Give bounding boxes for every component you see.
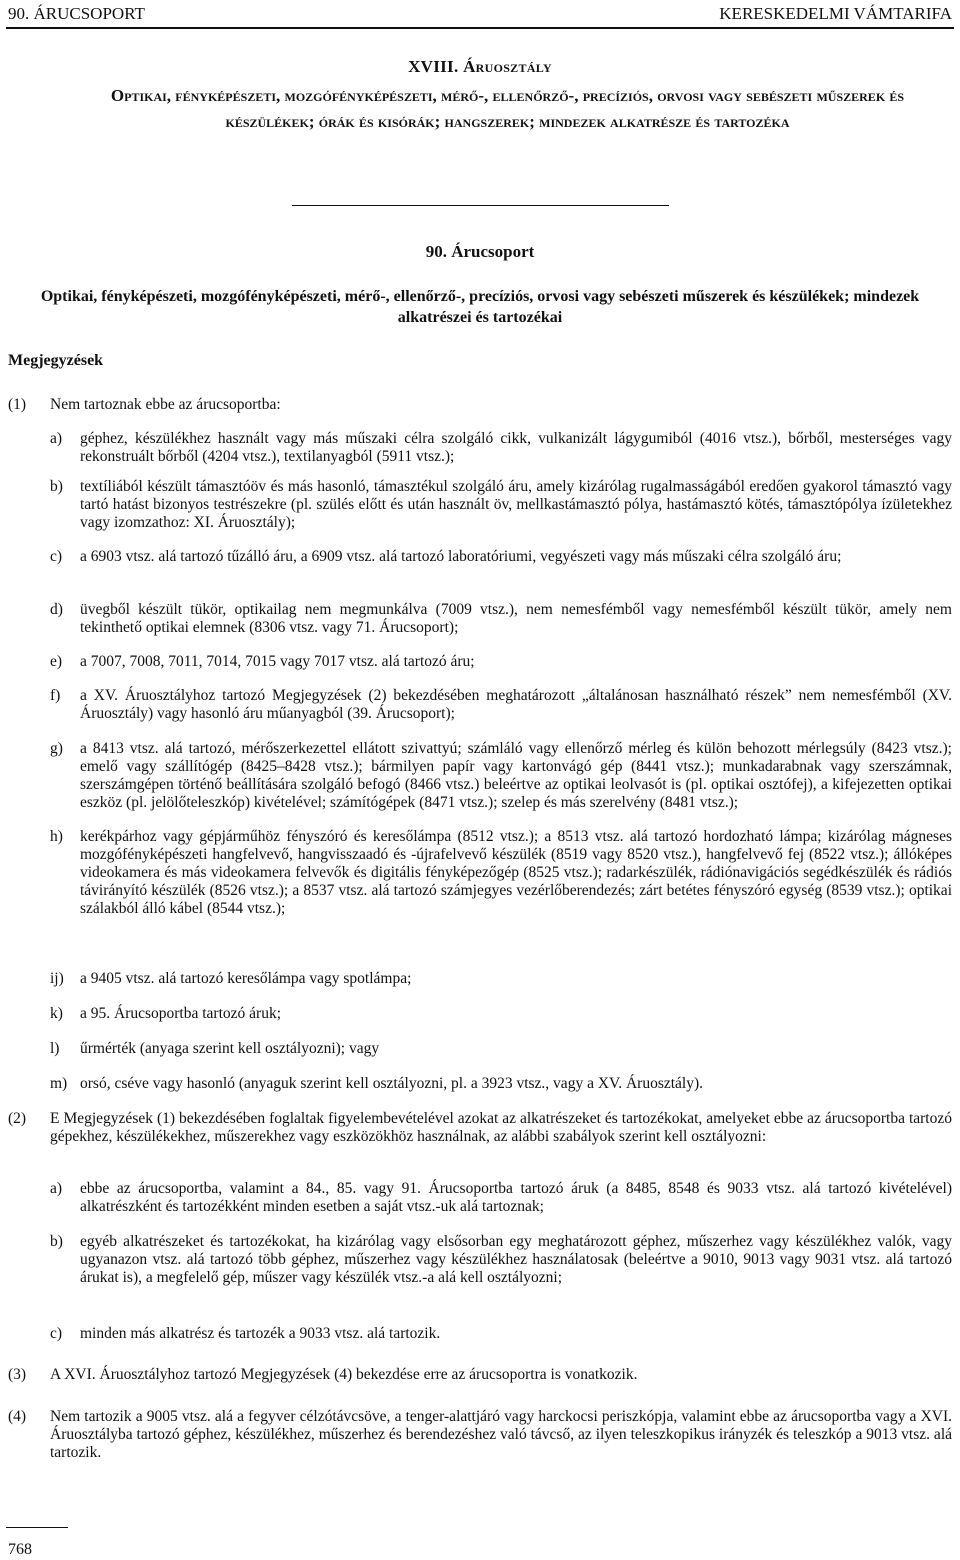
note-1-g-label: g) [50, 740, 63, 757]
note-1-l-label: l) [50, 1040, 60, 1057]
note-2-c-label: c) [50, 1325, 63, 1342]
note-1-f-label: f) [50, 687, 61, 704]
note-1-f-text: a XV. Áruosztályhoz tartozó Megjegyzések (2) bekezdésében meghatározott „általánosan használható részek” nem nemesfémből (XV. Áruosztály) vagy hasonló áru műanyagból (39. Árucsoport); [80, 687, 952, 722]
note-1-e-text: a 7007, 7008, 7011, 7014, 7015 vagy 7017 vtsz. alá tartozó áru; [80, 653, 475, 670]
title-rule [292, 205, 669, 206]
note-3-text: A XVI. Áruosztályhoz tartozó Megjegyzések (4) bekezdése erre az árucsoportra is vonatkozik. [50, 1366, 638, 1383]
note-1-m-label: m) [50, 1075, 68, 1092]
header-chapter: 90. ÁRUCSOPORT [8, 4, 145, 23]
running-header [8, 4, 952, 24]
note-2-b-text: egyéb alkatrészeket és tartozékokat, ha kizárólag vagy elsősorban egy meghatározott géphez, műszerhez vagy készülékhez valók, vagy ugyanazon vtsz. alá tartozó több géphez, műszerhez vagy készülékhez használatosak (beleértve a 9010, 9013 vagy 9031 vtsz. alá tartozó árukat is), a megfelelő gép, műszer vagy készülék vtsz.-a alá kell osztályozni; [80, 1233, 952, 1286]
note-3-label: (3) [8, 1366, 27, 1383]
header-publication: KERESKEDELMI VÁMTARIFA [719, 4, 952, 23]
note-4-text: Nem tartozik a 9005 vtsz. alá a fegyver célzótávcsöve, a tenger-alattjáró vagy harckocsi periszkópja, valamint ebbe az árucsoportba vagy a XVI. Áruosztályba tartozó géphez, készülékhez, műszerhez és berendezéshez való távcső, az ilyen teleszkopikus irányzék és teleszkóp a 9013 vtsz. alá tartozik. [50, 1408, 952, 1461]
note-1-ij-text: a 9405 vtsz. alá tartozó keresőlámpa vagy spotlámpa; [80, 970, 412, 987]
note-2-c-text: minden más alkatrész és tartozék a 9033 vtsz. alá tartozik. [80, 1325, 441, 1342]
note-1-h-text: kerékpárhoz vagy gépjárműhöz fényszóró és keresőlámpa (8512 vtsz.); a 8513 vtsz. alá tartozó hordozható lámpa; kizárólag mágneses mozgófényképészeti hangfelvevő, hangvisszaadó és -újrafelvevő készülék (8519 vagy 8520 vtsz.), hangfelvevő fej (8522 vtsz.); állóképes videokamera és más videokamera felvevők és digitális fényképezőgép (8525 vtsz.); radarkészülék, rádiónavigációs segédkészülék és rádiós távirányító készülék (8526 vtsz.); a 8537 vtsz. alá tartozó számjegyes vezérlőberendezés; zárt betétes fényszóró egység (8539 vtsz.); optikai szálakból álló kábel (8544 vtsz.); [80, 828, 952, 917]
section-subtitle: Optikai, fényképészeti, mozgófényképészeti, mérő-, ellenőrző-, precíziós, orvosi vagy sebészeti műszerek és készülékek; órák és kisórák; hangszerek; mindezek alkatrésze és tartozéka [110, 86, 905, 131]
note-1-k-label: k) [50, 1005, 63, 1022]
note-1-h-label: h) [50, 828, 63, 845]
note-2-a-label: a) [50, 1180, 63, 1197]
note-2-label: (2) [8, 1110, 27, 1127]
note-1-label: (1) [8, 396, 27, 413]
note-4-label: (4) [8, 1408, 27, 1425]
note-2-a-text: ebbe az árucsoportba, valamint a 84., 85. vagy 91. Árucsoportba tartozó áruk (a 8485, 8548 és 9033 vtsz. alá tartozó kivételével) alkatrészként és tartozékként minden esetben a saját vtsz.-uk alá tartoznak; [80, 1180, 952, 1215]
note-1-b-text: textíliából készült támasztóöv és más hasonló, támasztékul szolgáló áru, amely kizárólag rugalmasságából eredően gyakorol támasztó vagy tartó hatást bizonyos testrészekre (pl. szülés előtt és után használt öv, mellkastámasztó pólya, hastámasztó kötés, támasztópólya ízületekhez vagy izomzathoz: XI. Áruosztály); [80, 478, 952, 531]
page-number: 768 [8, 1541, 32, 1558]
note-1-a-label: a) [50, 430, 63, 447]
note-1-c-label: c) [50, 548, 63, 565]
note-1-d-label: d) [50, 601, 63, 618]
note-1-c-text: a 6903 vtsz. alá tartozó tűzálló áru, a 6909 vtsz. alá tartozó laboratóriumi, vegyészeti vagy más műszaki célra szolgáló áru; [80, 548, 842, 565]
note-2-text: E Megjegyzések (1) bekezdésében foglaltak figyelembevételével azokat az alkatrészeket és tartozékokat, amelyeket ebbe az árucsoportba tartozó gépekhez, készülékekhez, műszerekhez vagy eszközökhöz használnak, az alábbi szabályok szerint kell osztályozni: [50, 1110, 952, 1145]
header-rule [6, 27, 954, 29]
section-title: XVIII. Áruosztály [408, 57, 552, 76]
note-1-g-text: a 8413 vtsz. alá tartozó, mérőszerkezettel ellátott szivattyú; számláló vagy ellenőrző mérleg és külön behozott mérlegsúly (8423 vtsz.); emelő vagy szállítógép (8425–8428 vtsz.); bármilyen papír vagy kartonvágó gép (8441 vtsz.); munkadarabnak vagy szerszámnak, szerszámgépen történő beállítására szolgáló befogó (8466 vtsz.) beleértve az optikai leolvasót is (pl. optikai osztófej), a kifejezetten optikai eszköz (pl. jelölőteleszkóp) kivételével; számítógépek (8471 vtsz.); szelep és más szerelvény (8481 vtsz.); [80, 740, 952, 811]
note-1-e-label: e) [50, 653, 63, 670]
note-1-b-label: b) [50, 478, 63, 495]
chapter-description: Optikai, fényképészeti, mozgófényképészeti, mérő-, ellenőrző-, precíziós, orvosi vagy sebészeti műszerek és készülékek; mindezek alkatrészei és tartozékai [40, 288, 920, 326]
note-1-a-text: géphez, készülékhez használt vagy más műszaki célra szolgáló cikk, vulkanizált lágygumiból (4016 vtsz.), bőrből, mesterséges vagy rekonstruált bőrből (4204 vtsz.), textilanyagból (5911 vtsz.); [80, 430, 952, 465]
note-1-l-text: űrmérték (anyaga szerint kell osztályozni); vagy [80, 1040, 380, 1057]
note-2-b-label: b) [50, 1233, 63, 1250]
note-1-ij-label: ij) [50, 970, 64, 987]
notes-heading: Megjegyzések [8, 352, 104, 369]
chapter-title: 90. Árucsoport [425, 242, 535, 261]
note-1-k-text: a 95. Árucsoportba tartozó áruk; [80, 1005, 282, 1022]
note-1-d-text: üvegből készült tükör, optikailag nem megmunkálva (7009 vtsz.), nem nemesfémből vagy nemesfémből készült tükör, amely nem tekinthető optikai elemnek (8306 vtsz. vagy 71. Árucsoport); [80, 601, 952, 636]
note-1-m-text: orsó, cséve vagy hasonló (anyaguk szerint kell osztályozni, pl. a 3923 vtsz., vagy a XV. Áruosztály). [80, 1075, 704, 1092]
note-1-text: Nem tartoznak ebbe az árucsoportba: [50, 396, 281, 413]
footer-rule [6, 1527, 68, 1528]
